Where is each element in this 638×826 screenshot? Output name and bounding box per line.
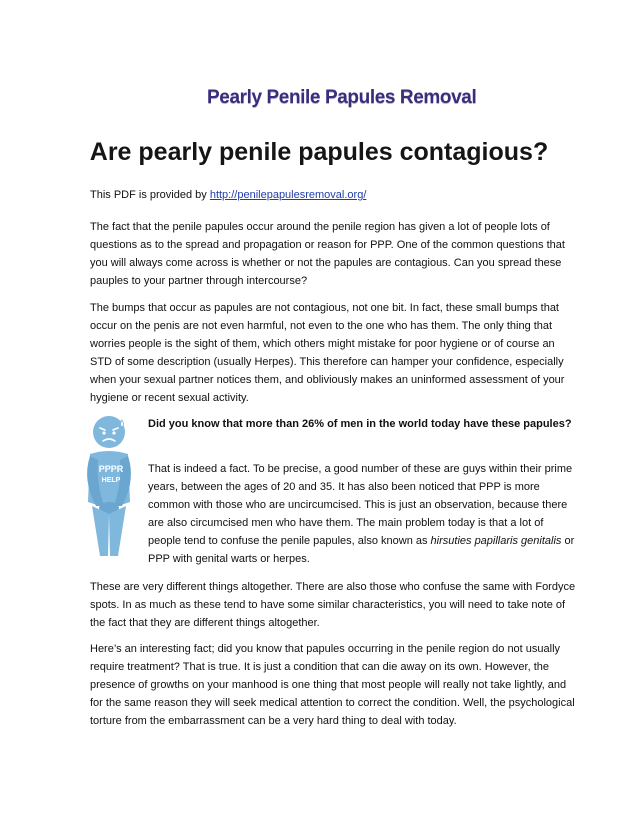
worried-man-illustration xyxy=(76,410,142,560)
site-logo xyxy=(205,76,477,120)
fact-after: or PPP with genital warts or herpes. xyxy=(148,535,575,565)
paragraph-2: The bumps that occur as papules are not contagious, not one bit. In fact, these small bumps that occur on the penis are not even harmful, not even to the one who has them. The only thing that worries people is the sight of them, which others might mistake for poor hygiene or of course an STD of some description (usually Herpes). This therefore can hamper your confidence, especially when your sexual partner notices them, and obliviously makes an uninformed assessment of your hygiene or recent sexual activity. xyxy=(90,302,565,404)
shirt-text-2: HELP xyxy=(101,477,121,484)
fact-before: That is indeed a fact. To be precise, a good number of these are guys within their prime years, between the ages of 20 and 35. It has also been noticed that PPP is more common with those who are uncircumcised. This is just an observation, because there are also circumcised men who have them. The main problem today is that a lot of people tend to confuse the penile papules, also known as xyxy=(148,463,573,547)
fact-paragraph xyxy=(148,460,578,568)
worried-man-icon xyxy=(76,410,142,560)
provided-prefix: This PDF is provided by xyxy=(90,189,210,201)
logo-text: Pearly Penile Papules Removal xyxy=(207,87,477,108)
shirt-text-1: PPPR xyxy=(98,464,124,474)
latin-term: hirsuties papillaris genitalis xyxy=(430,535,562,547)
paragraph-1: The fact that the penile papules occur around the penile region has given a lot of people lots of questions as to the spread and propagation or reason for PPP. One of the common questions that you will always come across is whether or not the papules are contagious. Can you spread these pauples to your partner through intercourse? xyxy=(90,221,565,287)
provided-by-line xyxy=(90,186,578,204)
page-title: Are pearly penile papules contagious? xyxy=(89,138,549,166)
source-link[interactable]: http://penilepapulesremoval.org/ xyxy=(209,189,367,201)
question-callout: Did you know that more than 26% of men in the world today have these papules? xyxy=(148,418,572,430)
paragraph-4: Here’s an interesting fact; did you know that papules occurring in the penile region do not usually require treatment? That is true. It is just a condition that can die away on its own. However, the presence of growths on your manhood is one thing that most people will really not take lightly, and for the same reason they will seek medical attention to correct the condition. Well, the psychological torture from the embarrassment can be a very hard thing to deal with today. xyxy=(90,643,575,727)
paragraph-3: These are very different things altogether. There are also those who confuse the same with Fordyce spots. In as much as these tend to have some similar characteristics, you will need to take note of the fact that they are different things altogether. xyxy=(90,581,576,629)
